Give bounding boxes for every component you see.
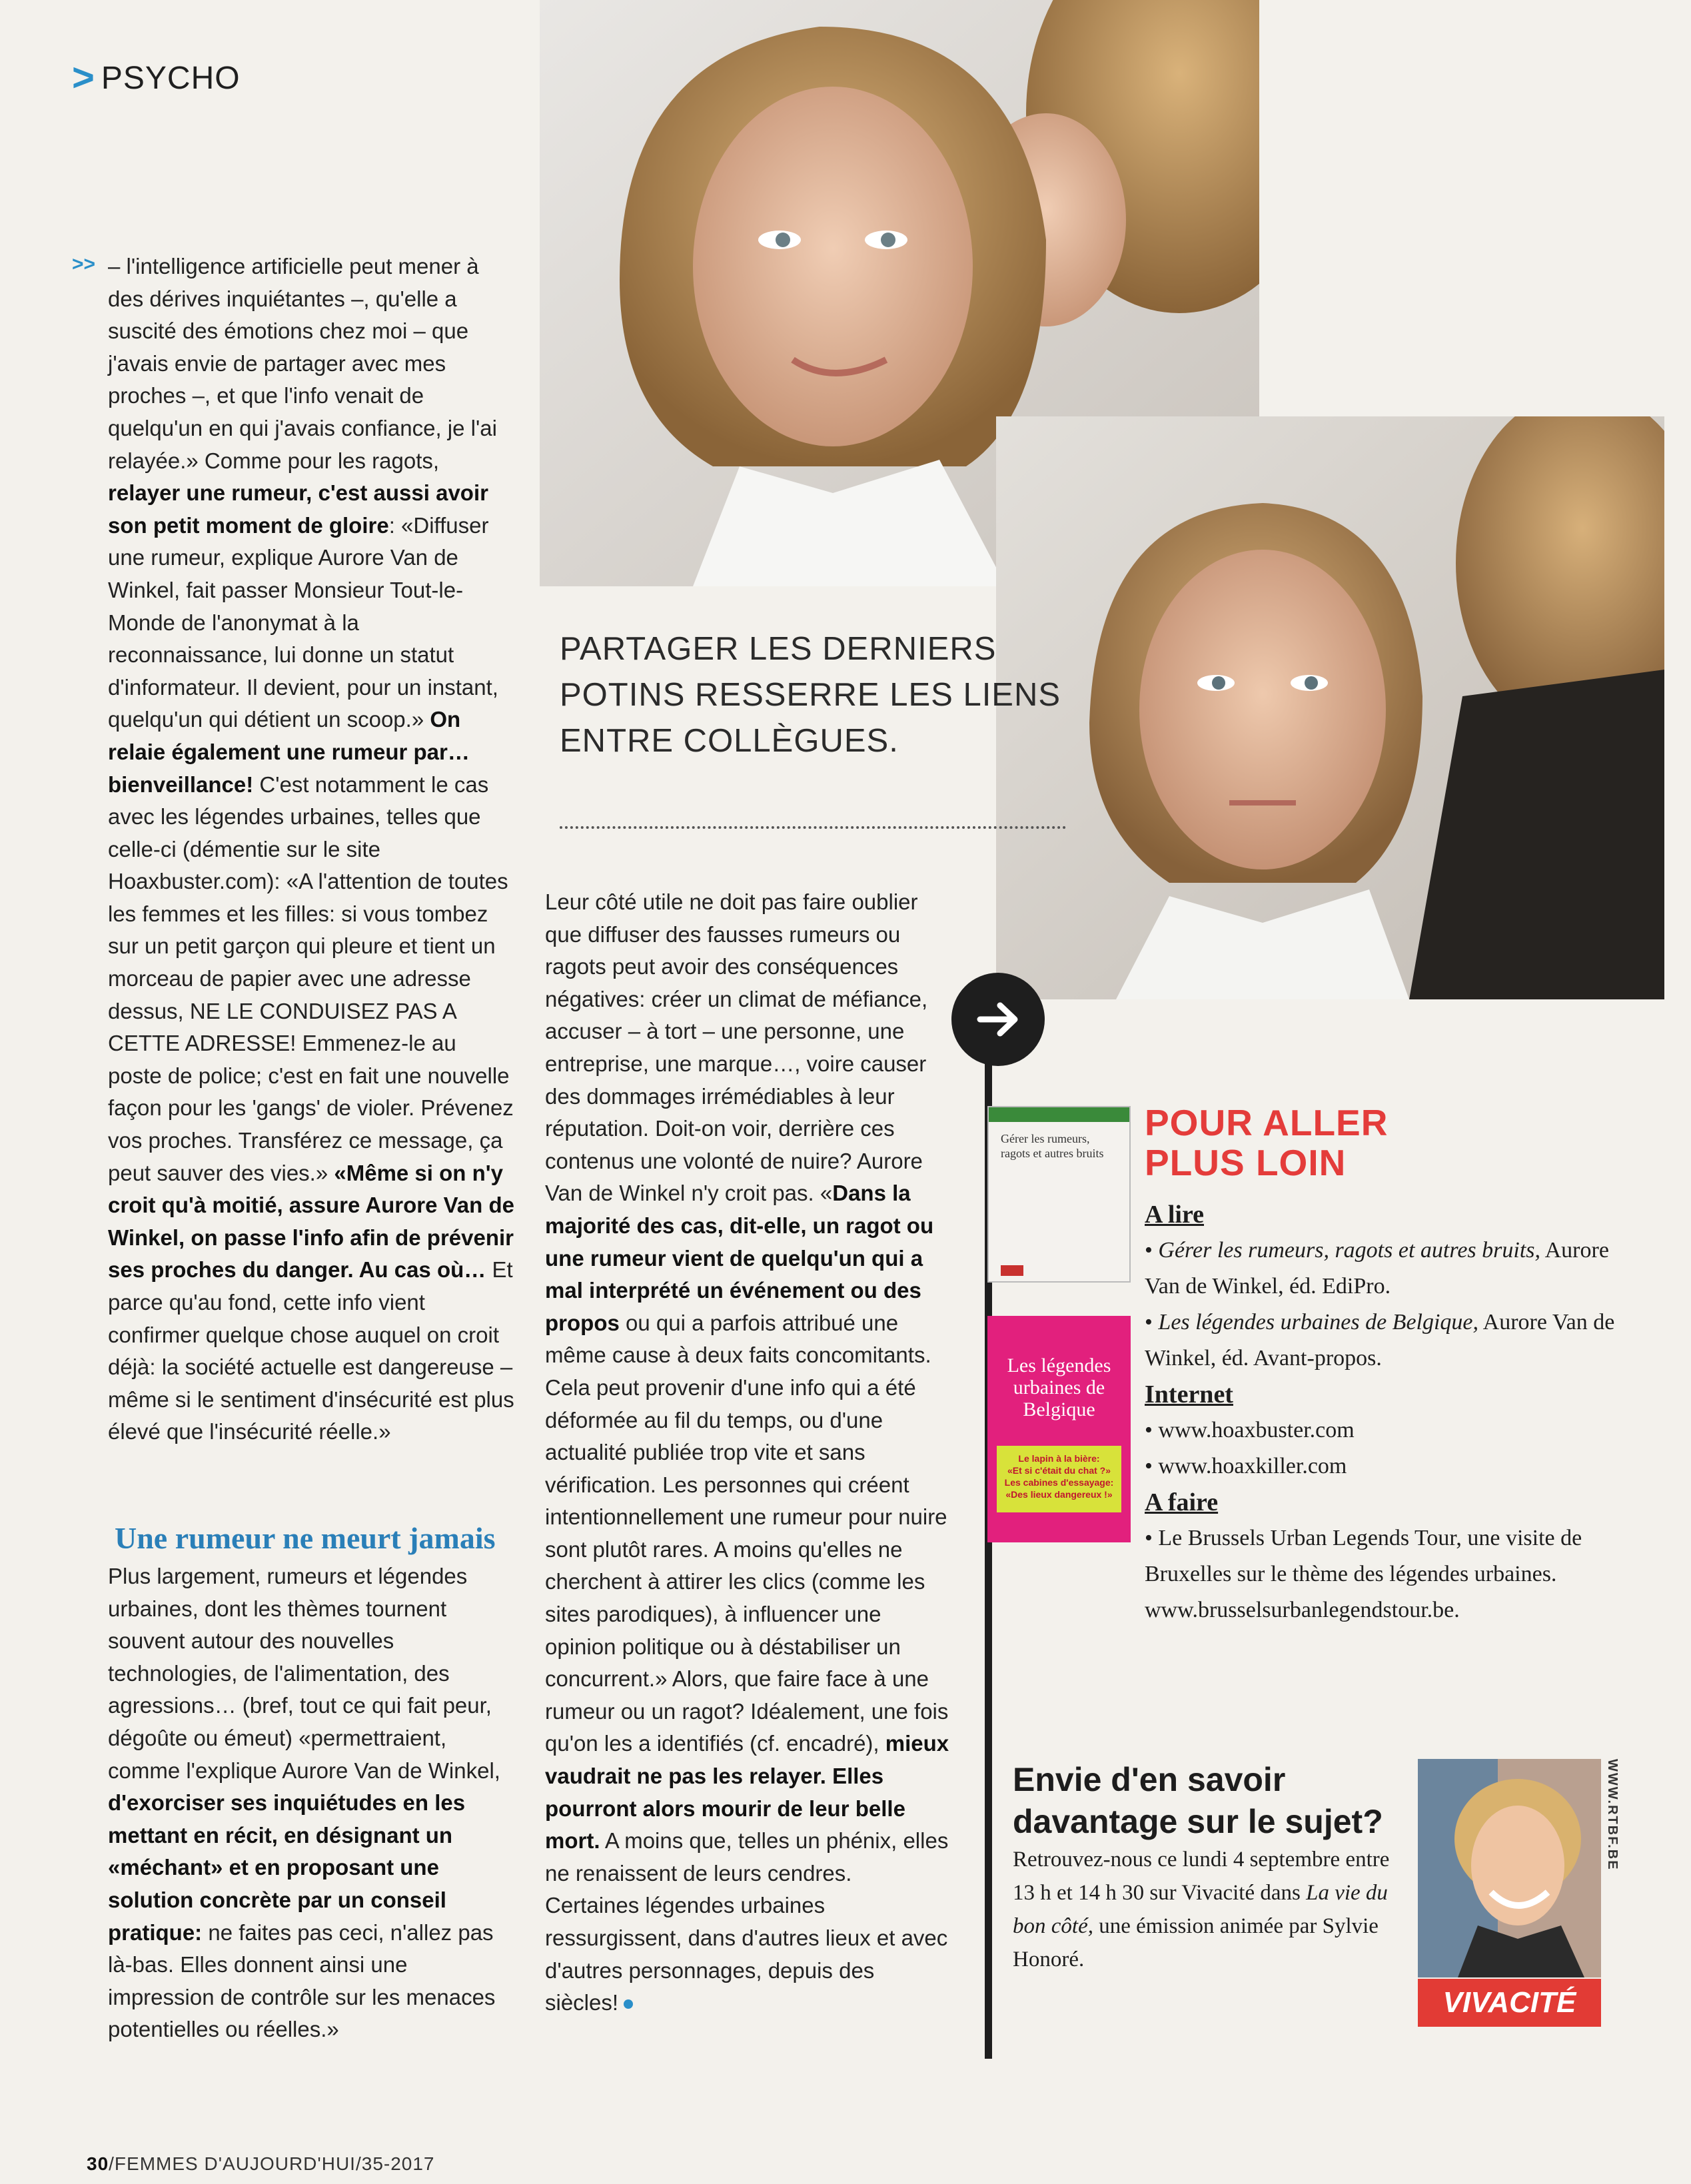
book-cover-stripe <box>989 1107 1129 1122</box>
section-label: PSYCHO <box>101 60 241 96</box>
list-item: • Gérer les rumeurs, ragots et autres bruits, Aurore Van de Winkel, éd. EdiPro. <box>1145 1238 1609 1299</box>
rtbf-url: WWW.RTBF.BE <box>1605 1759 1620 1871</box>
section-tag <box>72 56 241 99</box>
book-cover-gerer-rumeurs <box>987 1106 1131 1283</box>
continuation-icon: >> <box>72 253 96 275</box>
paragraph: – l'intelligence artificielle peut mener à des dérives inquiétantes –, qu'elle a suscité des émotions chez moi – que j'avais envie de partager avec mes proches –, et que l'info venait de quelqu'un en qui j'avais confiance, je l'ai relayée.» Comme pour les ragots, relayer une rumeur, c'est aussi avoir son petit moment de gloire: «Diffuser une rumeur, explique Aurore Van de Winkel, fait passer Monsieur Tout-le-Monde de l'anonymat à la reconnaissance, lui donne un statut d'informateur. Il devient, pour un instant, quelqu'un qui détient un scoop.» On relaie également une rumeur par… bienveillance! C'est notamment le cas avec les légendes urbaines, telles que celle-ci (démentie sur le site Hoaxbuster.com): «A l'attention de toutes les femmes et les filles: si vous tombez sur un petit garçon qui pleure et tient un morceau de papier avec une adresse dessus, NE LE CONDUISEZ PAS A CETTE ADRESSE! Emmenez-le au poste de police; c'est en fait une nouvelle façon pour les 'gangs' de violer. Prévenez vos proches. Transférez ce message, ça peut sauver des vies.» «Même si on n'y croit qu'à moitié, assure Aurore Van de Winkel, on passe l'info afin de prévenir ses proches du danger. Au cas où… Et parce qu'au fond, cette info vient confirmer quelque chose auquel on croit déjà: la société actuelle est dangereuse – même si le sentiment d'insécurité est plus élevé que l'insécurité réelle.» <box>108 254 514 1444</box>
sidebar-list <box>1145 1197 1624 1628</box>
list-item: • www.hoaxkiller.com <box>1145 1454 1347 1478</box>
list-item: • Le Brussels Urban Legends Tour, une visite de Bruxelles sur le thème des légendes urbaines. <box>1145 1526 1582 1586</box>
host-portrait <box>1418 1759 1601 1977</box>
radio-promo-box: Envie d'en savoir davantage sur le sujet? Retrouvez-nous ce lundi 4 septembre entre 13 h et 14 h 30 sur Vivacité dans La vie du bon côté, une émission animée par Sylvie Honoré. <box>1013 1761 1390 1971</box>
promo-heading: Envie d'en savoir davantage sur le sujet? <box>1013 1761 1383 1840</box>
page-footer <box>87 2153 435 2175</box>
publication-issue: /FEMMES D'AUJOURD'HUI/35-2017 <box>109 2153 435 2174</box>
paragraph: Leur côté utile ne doit pas faire oublier que diffuser des fausses rumeurs ou ragots peut avoir des conséquences négatives: créer un climat de méfiance, accuser – à tort – une personne, une entreprise, une marque…, voire causer des dommages irrémédiables à leur réputation. Doit-on voir, derrière ces contenus une volonté de nuire? Aurore Van de Winkel n'y croit pas. «Dans la majorité des cas, dit-elle, un ragot ou une rumeur vient de quelqu'un qui a mal interprété un événement ou des propos ou qui a parfois attribué une même cause à deux faits concomitants. Cela peut provenir d'une info qui a été déformée au fil du temps, ou d'une actualité publiée trop vite et sans vérification. Les personnes qui créent intentionnellement une rumeur pour nuire sont plutôt rares. A moins qu'elles ne cherchent à attirer les clics (comme les sites parodiques), à influencer une opinion politique ou à déstabiliser un concurrent.» Alors, que faire face à une rumeur ou un ragot? Idéalement, une fois qu'on les a identifiés (cf. encadré), mieux vaudrait ne pas les relayer. Elles pourront alors mourir de leur belle mort. A moins que, telles un phénix, elles ne renaissent de leurs cendres. Certaines légendes urbaines ressurgissent, dans d'autres lieux et avec d'autres personnages, depuis des siècles! <box>545 889 949 2015</box>
book-title: Gérer les rumeurs, ragots et autres bruits <box>1001 1132 1104 1160</box>
book-cover-banner: Le lapin à la bière: «Et si c'était du chat ?» Les cabines d'essayage: «Des lieux dangereux !» <box>997 1446 1121 1512</box>
article-column-1 <box>108 251 514 1448</box>
photo-women-whispering-2 <box>996 416 1664 999</box>
vivacite-logo: VIVACITÉ <box>1418 1979 1601 2027</box>
end-of-article-dot <box>624 1999 633 2009</box>
subheading: Une rumeur ne meurt jamais <box>115 1521 496 1555</box>
list-item: • Les légendes urbaines de Belgique, Aurore Van de Winkel, éd. Avant-propos. <box>1145 1310 1615 1370</box>
sidebar-heading-faire: A faire <box>1145 1488 1219 1516</box>
list-item: www.brusselsurbanlegendstour.be. <box>1145 1598 1460 1622</box>
pull-quote: PARTAGER LES DERNIERS POTINS RESSERRE LES LIENS ENTRE COLLÈGUES. <box>560 631 1061 759</box>
publisher-logo <box>1001 1265 1023 1276</box>
arrow-right-icon <box>951 973 1045 1066</box>
list-item: • www.hoaxbuster.com <box>1145 1418 1355 1442</box>
article-column-2 <box>545 886 951 2019</box>
paragraph: Plus largement, rumeurs et légendes urbaines, dont les thèmes tournent souvent autour des nouvelles technologies, de l'alimentation, des agressions… (bref, tout ce qui fait peur, dégoûte ou émeut) «permettraient, comme l'explique Aurore Van de Winkel, d'exorciser ses inquiétudes en les mettant en récit, en désignant un «méchant» et en proposant une solution concrète par un conseil pratique: ne faites pas ceci, n'allez pas là-bas. Elles donnent ainsi une impression de contrôle sur les menaces potentielles ou réelles.» <box>108 1564 500 2042</box>
sidebar-title: POUR ALLER PLUS LOIN <box>1145 1102 1389 1183</box>
page-number: 30 <box>87 2153 109 2174</box>
chevron-right-icon: > <box>72 56 95 99</box>
pull-quote-divider <box>560 826 1066 829</box>
book-cover-legendes-urbaines <box>987 1316 1131 1542</box>
book-title: Les légendes urbaines de Belgique <box>1007 1355 1111 1420</box>
sidebar-heading-lire: A lire <box>1145 1201 1205 1229</box>
article-column-1-continued <box>108 1560 514 2046</box>
sidebar-heading-internet: Internet <box>1145 1380 1233 1408</box>
